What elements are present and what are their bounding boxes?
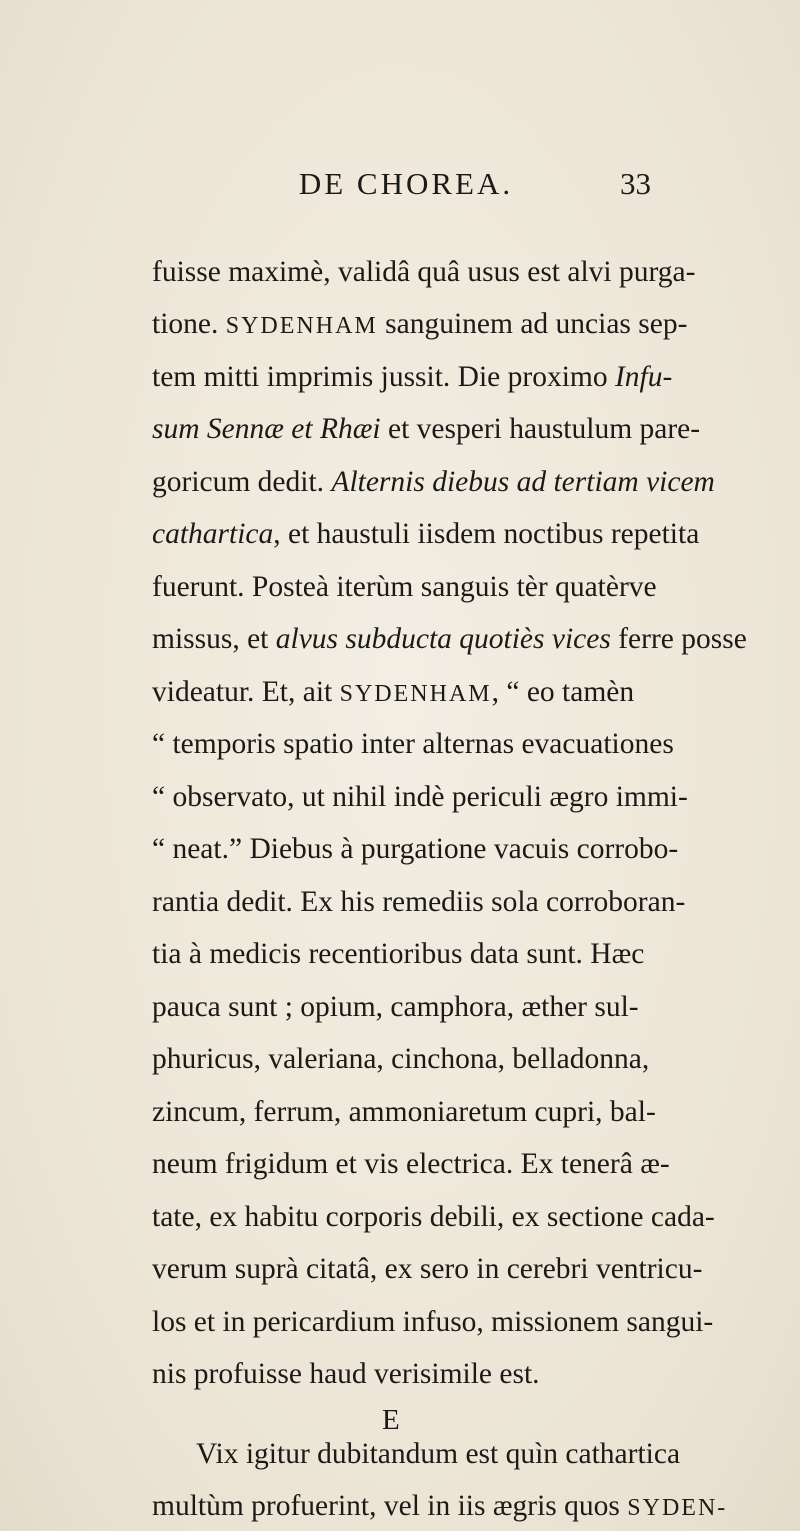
- text-line: [196, 1432, 680, 1476]
- text-segment: et vesperi haustulum pare-: [380, 413, 701, 445]
- text-line: [152, 1300, 713, 1344]
- text-line: [152, 355, 672, 399]
- text-segment: zincum, ferrum, ammoniaretum cupri, bal-: [152, 1096, 656, 1128]
- text-line: [152, 407, 700, 451]
- italic-phrase: cathartica: [152, 518, 274, 550]
- text-segment: sanguinem ad uncias sep-: [377, 308, 688, 340]
- text-segment: “ neat.” Diebus à purgatione vacuis corrobo-: [152, 833, 679, 865]
- text-segment: tem mitti imprimis jussit. Die proximo: [152, 361, 615, 393]
- text-segment: tate, ex habitu corporis debili, ex sectione cada-: [152, 1201, 715, 1233]
- text-line: [152, 1247, 702, 1291]
- text-line: [152, 250, 695, 294]
- text-line: [152, 1090, 656, 1134]
- text-segment: ferre posse: [610, 623, 747, 655]
- text-segment: Vix igitur dubitandum est quìn cathartica: [196, 1438, 681, 1470]
- text-segment: fuisse maximè, validâ quâ usus est alvi purga-: [152, 256, 696, 288]
- text-segment: los et in pericardium infuso, missionem sangui-: [152, 1306, 714, 1338]
- text-segment: neum frigidum et vis electrica. Ex tenerâ æ-: [152, 1148, 670, 1180]
- italic-phrase: alvus subducta quotiès vices: [275, 623, 611, 655]
- text-line: [152, 565, 657, 609]
- italic-phrase: sum Sennæ et Rhæi: [152, 413, 381, 445]
- text-segment: phuricus, valeriana, cinchona, belladonna,: [152, 1043, 650, 1075]
- text-line: [152, 722, 674, 766]
- text-line: [152, 880, 685, 924]
- text-line: [152, 302, 687, 346]
- text-segment: goricum dedit.: [152, 466, 332, 498]
- small-caps-name: SYDEN-: [627, 1495, 728, 1521]
- text-segment: “ observato, ut nihil indè periculi ægro immi-: [152, 781, 688, 813]
- text-segment: nis profuisse haud verisimile est.: [152, 1358, 540, 1390]
- text-line: [152, 670, 634, 714]
- page-number: 33: [620, 166, 651, 201]
- small-caps-name: SYDENHAM: [339, 681, 492, 707]
- text-line: [152, 932, 644, 976]
- text-line: [152, 1037, 649, 1081]
- text-segment: multùm profuerint, vel in iis ægris quos: [152, 1490, 628, 1522]
- text-line: [152, 1195, 715, 1239]
- text-segment: rantia dedit. Ex his remediis sola corroboran-: [152, 886, 686, 918]
- text-segment: tia à medicis recentioribus data sunt. Hæc: [152, 938, 645, 970]
- text-line: [152, 1142, 670, 1186]
- italic-phrase: Infu-: [614, 361, 673, 393]
- text-segment: missus, et: [152, 623, 276, 655]
- italic-phrase: Alternis diebus ad tertiam vicem: [331, 466, 715, 498]
- text-segment: fuerunt. Posteà iterùm sanguis tèr quatèrve: [152, 571, 657, 603]
- page-header: [0, 166, 800, 206]
- text-segment: tione.: [152, 308, 226, 340]
- text-line: [152, 827, 678, 871]
- text-line: [152, 460, 715, 504]
- text-segment: , et haustuli iisdem noctibus repetita: [273, 518, 700, 550]
- text-line: [152, 617, 747, 661]
- text-segment: “ temporis spatio inter alternas evacuationes: [152, 728, 674, 760]
- text-segment: videatur. Et, ait: [152, 676, 340, 708]
- text-line: [152, 1484, 727, 1528]
- small-caps-name: SYDENHAM: [225, 313, 378, 339]
- text-segment: , “ eo tamèn: [491, 676, 635, 708]
- text-line: [152, 985, 639, 1029]
- running-head: DE CHOREA.: [298, 166, 514, 201]
- text-line: [152, 512, 699, 556]
- text-segment: verum suprà citatâ, ex sero in cerebri ventricu-: [152, 1253, 703, 1285]
- text-line: [152, 775, 688, 819]
- text-segment: pauca sunt ; opium, camphora, æther sul-: [152, 991, 639, 1023]
- signature-mark: E: [382, 1404, 400, 1436]
- text-line: [152, 1352, 540, 1396]
